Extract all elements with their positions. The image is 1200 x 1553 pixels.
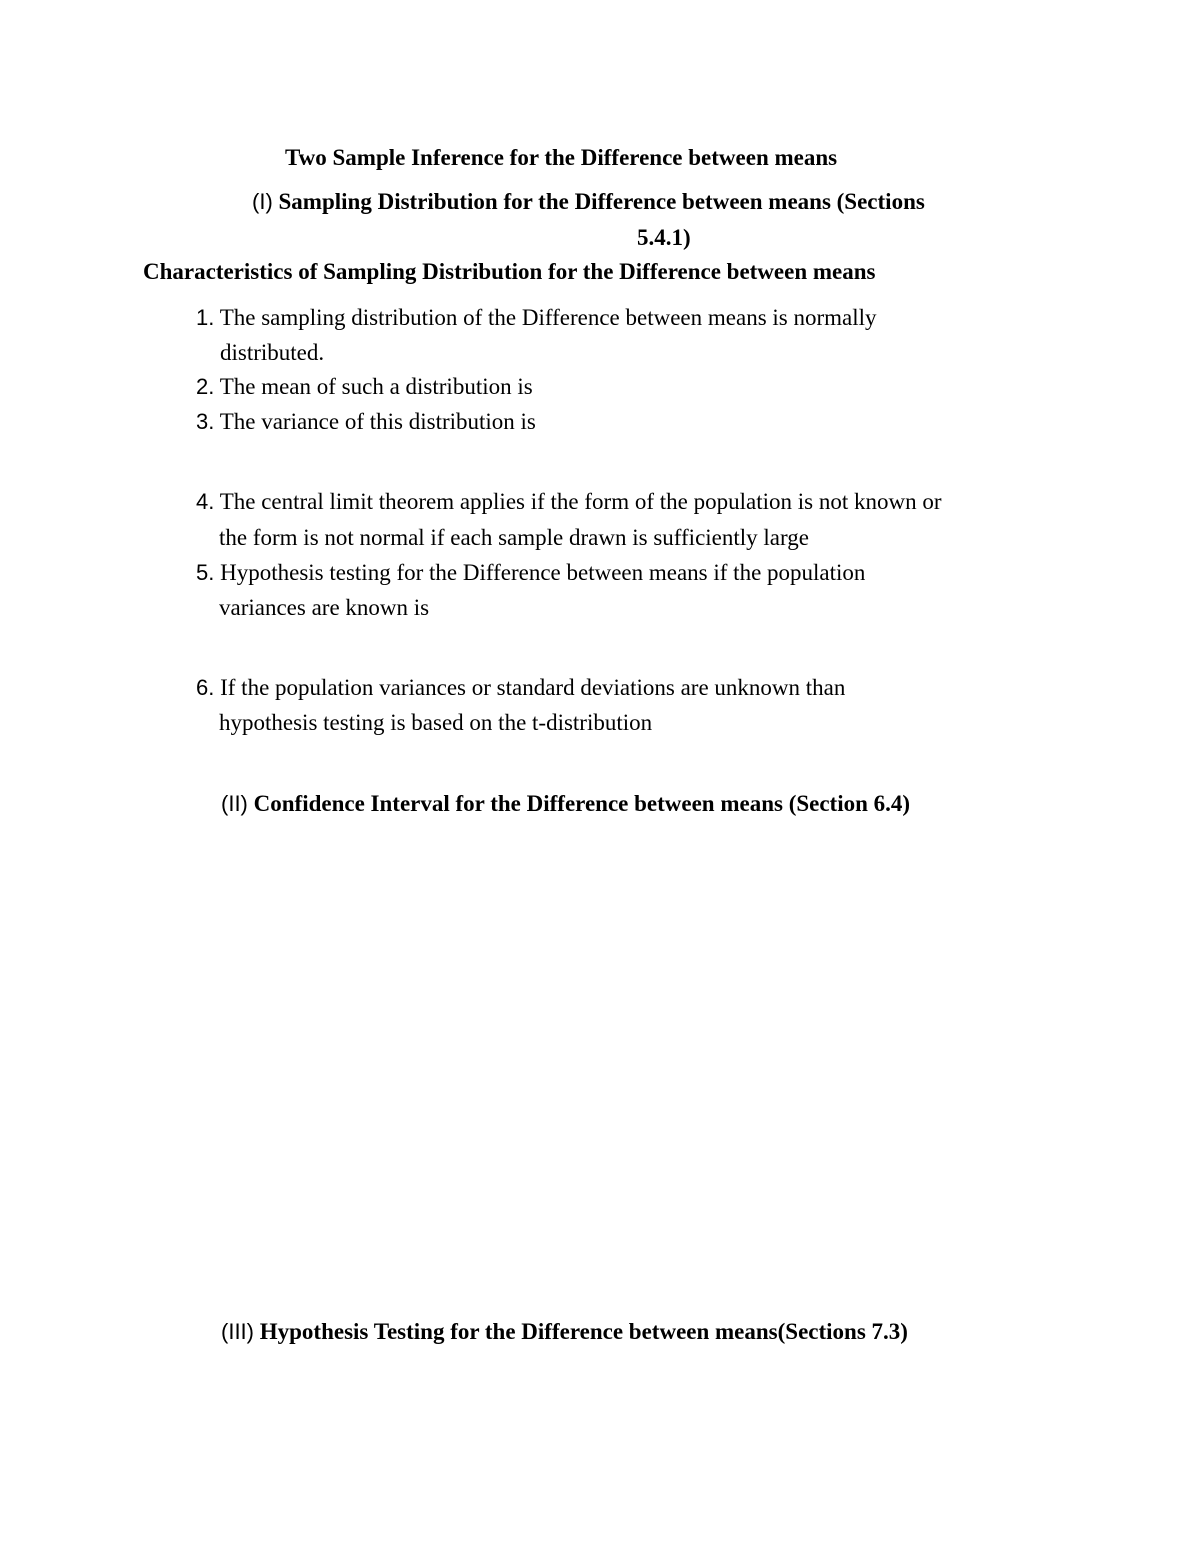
list-item [196, 674, 845, 702]
section-3-heading-text: Hypothesis Testing for the Difference between means(Sections 7.3) [259, 1319, 908, 1344]
list-item-text: The central limit theorem applies if the form of the population is not known or [219, 489, 942, 514]
list-item [196, 373, 533, 401]
list-item [196, 488, 941, 516]
section-1-heading [252, 188, 925, 216]
section-3-heading [221, 1318, 908, 1346]
list-item-number: 2. [196, 374, 215, 399]
list-item-number: 5. [196, 560, 215, 585]
list-item-text: The variance of this distribution is [219, 409, 536, 434]
list-item-continuation: the form is not normal if each sample drawn is sufficiently large [219, 525, 809, 550]
list-item-number: 6. [196, 675, 215, 700]
section-2-heading-text: Confidence Interval for the Difference between means (Section 6.4) [253, 791, 911, 816]
section-1-marker: (I) [252, 189, 273, 214]
list-item-number: 1. [196, 305, 215, 330]
list-item [196, 304, 877, 332]
section-2-heading [221, 790, 910, 818]
list-item-continuation: distributed. [220, 340, 325, 365]
list-item-continuation: variances are known is [219, 595, 430, 620]
list-item [196, 408, 536, 436]
section-3-marker: (III) [221, 1319, 254, 1344]
section-2-marker: (II) [221, 791, 248, 816]
list-item-number: 3. [196, 409, 215, 434]
section-1-heading-text: Sampling Distribution for the Difference between means (Sections [278, 189, 925, 214]
characteristics-heading: Characteristics of Sampling Distribution for the Difference between means [143, 259, 876, 284]
list-item-text: The sampling distribution of the Difference between means is normally [219, 305, 877, 330]
list-item [196, 559, 865, 587]
list-item-text: If the population variances or standard deviations are unknown than [220, 675, 846, 700]
list-item-number: 4. [196, 489, 215, 514]
list-item-text: Hypothesis testing for the Difference between means if the population [220, 560, 866, 585]
page-title: Two Sample Inference for the Difference between means [285, 145, 838, 170]
list-item-continuation: hypothesis testing is based on the t-distribution [219, 710, 653, 735]
list-item-text: The mean of such a distribution is [219, 374, 533, 399]
section-1-heading-continuation: 5.4.1) [637, 225, 691, 250]
